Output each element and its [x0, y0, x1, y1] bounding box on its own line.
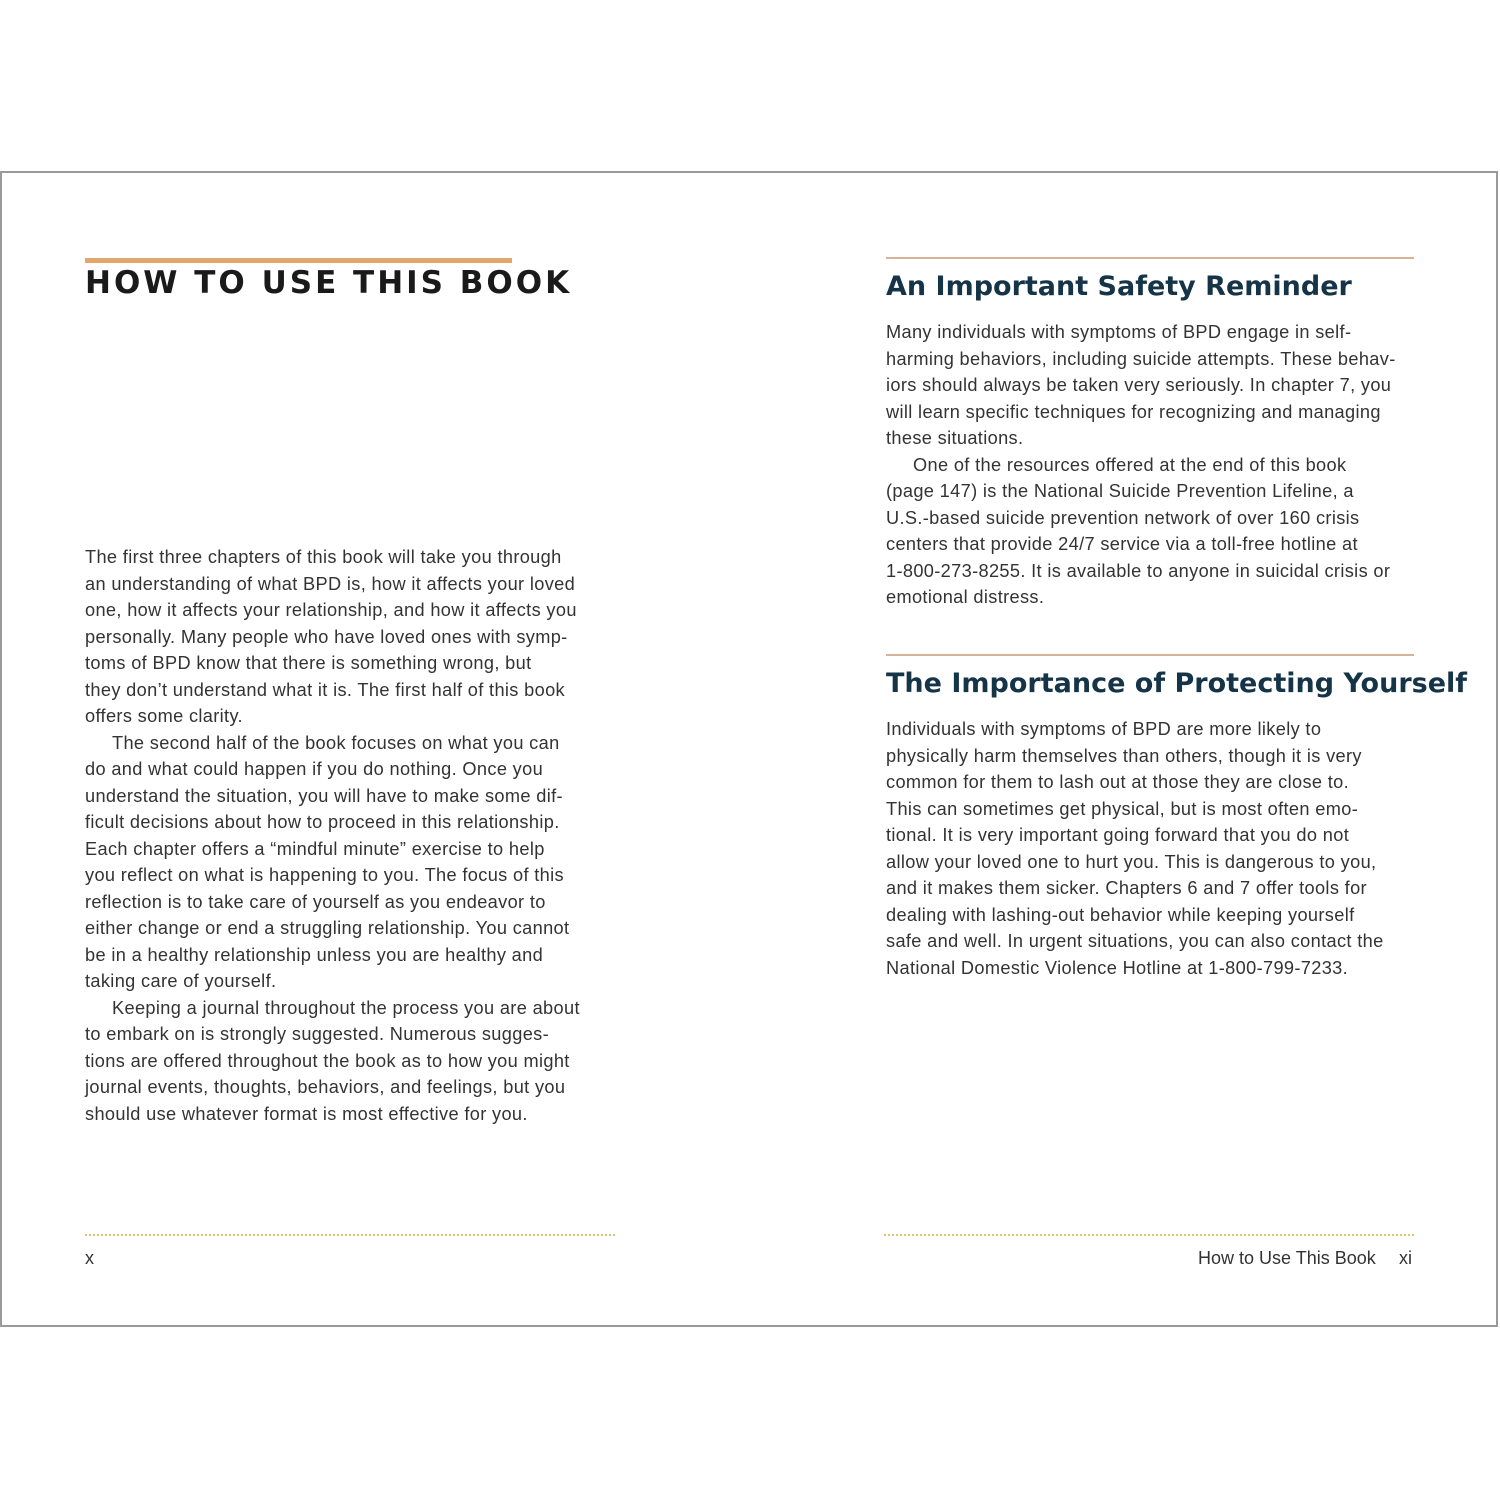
protecting-section-body	[886, 716, 1426, 981]
text-line: understand the situation, you will have to make some dif-	[85, 785, 563, 806]
right-footer-dotted-rule	[884, 1234, 1414, 1236]
text-line: iors should always be taken very seriously. In chapter 7, you	[886, 375, 1392, 395]
text-line: U.S.-based suicide prevention network of over 160 crisis	[886, 507, 1360, 528]
text-line: allow your loved one to hurt you. This is dangerous to you,	[886, 851, 1377, 872]
running-head: How to Use This Book	[1198, 1248, 1376, 1268]
text-line: journal events, thoughts, behaviors, and feelings, but you	[85, 1077, 566, 1097]
text-line: personally. Many people who have loved ones with symp-	[85, 626, 568, 647]
text-line: Individuals with symptoms of BPD are more likely to	[886, 719, 1322, 739]
text-line: dealing with lashing-out behavior while keeping yourself	[886, 904, 1355, 925]
left-page-body	[85, 544, 625, 1127]
text-line: This can sometimes get physical, but is most often emo-	[886, 798, 1359, 819]
chapter-title: HOW TO USE THIS BOOK	[85, 265, 573, 301]
text-line: be in a healthy relationship unless you are healthy and	[85, 944, 544, 965]
text-line: Many individuals with symptoms of BPD engage in self-	[886, 322, 1352, 342]
text-line: Each chapter offers a “mindful minute” exercise to help	[85, 838, 545, 859]
text-line: National Domestic Violence Hotline at 1-800-799-7233.	[886, 957, 1349, 978]
text-line: will learn specific techniques for recognizing and managing	[886, 401, 1381, 422]
section-heading-safety: An Important Safety Reminder	[886, 271, 1352, 302]
text-line: emotional distress.	[886, 587, 1045, 607]
text-line: tional. It is very important going forward that you do not	[886, 825, 1350, 845]
text-line: one, how it affects your relationship, and how it affects you	[85, 600, 577, 620]
text-line: toms of BPD know that there is something wrong, but	[85, 653, 532, 673]
text-line: should use whatever format is most effective for you.	[85, 1103, 528, 1124]
text-line: to embark on is strongly suggested. Numerous sugges-	[85, 1024, 550, 1044]
text-line: One of the resources offered at the end of this book	[913, 454, 1347, 475]
safety-paragraph-1	[886, 319, 1426, 452]
text-line: The second half of the book focuses on what you can	[112, 732, 560, 753]
text-line: ficult decisions about how to proceed in this relationship.	[85, 812, 560, 832]
text-line: reflection is to take care of yourself as you endeavor to	[85, 891, 546, 912]
section-rule	[886, 257, 1414, 259]
text-line: either change or end a struggling relationship. You cannot	[85, 918, 570, 938]
left-paragraph-1	[85, 544, 625, 730]
text-line: do and what could happen if you do nothing. Once you	[85, 759, 544, 779]
text-line: and it makes them sicker. Chapters 6 and 7 offer tools for	[886, 878, 1367, 898]
left-footer-dotted-rule	[85, 1234, 615, 1236]
text-line: (page 147) is the National Suicide Prevention Lifeline, a	[886, 481, 1354, 501]
text-line: 1-800-273-8255. It is available to anyone in suicidal crisis or	[886, 560, 1391, 581]
text-line: you reflect on what is happening to you. The focus of this	[85, 865, 564, 885]
section-rule	[886, 654, 1414, 656]
left-folio: x	[85, 1248, 94, 1268]
text-line: an understanding of what BPD is, how it affects your loved	[85, 573, 576, 594]
text-line: tions are offered throughout the book as to how you might	[85, 1050, 570, 1071]
left-paragraph-3	[85, 995, 625, 1128]
text-line: safe and well. In urgent situations, you can also contact the	[886, 931, 1384, 951]
text-line: offers some clarity.	[85, 706, 243, 726]
text-line: physically harm themselves than others, though it is very	[886, 745, 1362, 766]
text-line: harming behaviors, including suicide attempts. These behav-	[886, 348, 1396, 369]
chapter-title-rule	[85, 258, 512, 263]
safety-paragraph-2	[886, 452, 1426, 611]
text-line: taking care of yourself.	[85, 971, 277, 991]
safety-section-body	[886, 319, 1426, 611]
text-line: Keeping a journal throughout the process you are about	[112, 997, 580, 1018]
text-line: The first three chapters of this book will take you through	[85, 547, 562, 567]
protecting-paragraph-1	[886, 716, 1426, 981]
section-heading-protecting: The Importance of Protecting Yourself	[886, 668, 1468, 699]
right-folio: xi	[1399, 1248, 1412, 1268]
text-line: these situations.	[886, 428, 1024, 448]
left-paragraph-2	[85, 730, 625, 995]
text-line: they don’t understand what it is. The first half of this book	[85, 679, 565, 700]
text-line: centers that provide 24/7 service via a toll-free hotline at	[886, 534, 1358, 554]
text-line: common for them to lash out at those they are close to.	[886, 772, 1350, 792]
